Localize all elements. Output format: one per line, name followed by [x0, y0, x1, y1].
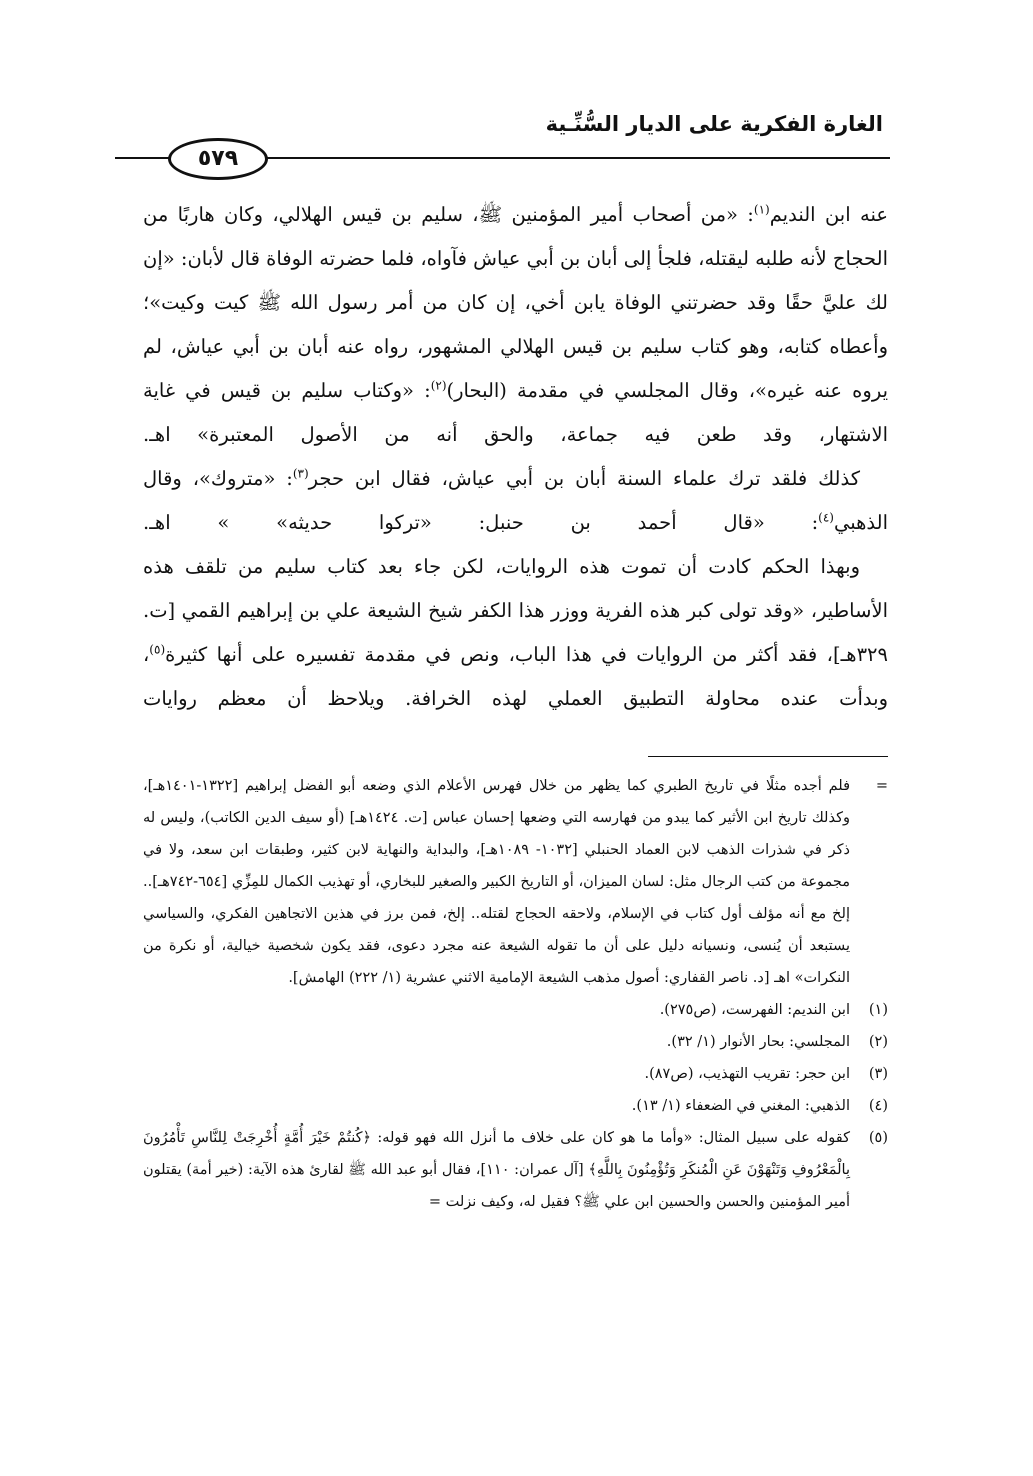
- footnote-separator: [648, 756, 888, 757]
- footnote-ref-5: (٥): [149, 642, 166, 657]
- footnotes: [143, 770, 888, 1218]
- footnote-marker: (٤): [868, 1098, 888, 1114]
- text-run: : «قال أحمد بن حنبل: «تركوا حديثه» » اهـ.: [143, 511, 819, 534]
- footnote-3: [143, 1058, 888, 1090]
- footnote-marker: (١): [868, 1002, 888, 1018]
- text-run: كذلك فلقد ترك علماء السنة أبان بن أبي عياش، فقال ابن حجر: [308, 467, 860, 490]
- continuation-marker: =: [875, 778, 888, 794]
- paragraph-3: [143, 545, 888, 721]
- text-run: عنه ابن النديم: [769, 203, 888, 226]
- footnote-ref-3: (٣): [292, 466, 309, 481]
- footnote-5: [143, 1122, 888, 1218]
- footnote-marker: (٢): [868, 1034, 888, 1050]
- footnote-1: [143, 994, 888, 1026]
- paragraph-2: [143, 457, 888, 545]
- main-text: [143, 193, 888, 721]
- footnote-text: الذهبي: المغني في الضعفاء (١/ ١٣).: [631, 1098, 850, 1114]
- footnote-text: ابن النديم: الفهرست، (ص٢٧٥).: [659, 1002, 850, 1018]
- footnote-text: ابن حجر: تقريب التهذيب، (ص٨٧).: [644, 1066, 850, 1082]
- running-title: الغارة الفكرية على الديار السُّنِّـية: [545, 112, 883, 136]
- end-continuation-marker: =: [428, 1194, 441, 1210]
- text-run: ، وبدأت عنده محاولة التطبيق العملي لهذه الخرافة. ويلاحظ أن معظم روايات: [143, 643, 888, 710]
- footnote-continuation: [143, 770, 888, 994]
- paragraph-1: [143, 193, 888, 457]
- footnote-marker: (٣): [868, 1066, 888, 1082]
- footnote-2: [143, 1026, 888, 1058]
- text-run: : «متروك»، وقال الذهبي: [143, 467, 888, 534]
- footnote-ref-4: (٤): [818, 510, 834, 525]
- footnote-text: [143, 1122, 850, 1218]
- page-number-badge: ٥٧٩: [168, 138, 268, 180]
- footnote-ref-1: (١): [753, 202, 770, 217]
- footnote-5-text: كقوله على سبيل المثال: «وأما ما هو كان على خلاف ما أنزل الله فهو قوله: ﴿كُنتُمْ خَيْرَ أُمَّةٍ أُخْرِجَتْ لِلنَّاسِ تَأْمُرُونَ بِالْمَعْرُوفِ وَتَنْهَوْنَ عَنِ الْمُنكَرِ وَتُؤْمِنُونَ بِاللَّهِ﴾ [آل عمران: ١١٠]، فقال أبو عبد الله ﷺ لقارئ هذه الآية: (خير أمة) يقتلون أمير المؤمنين والحسن والحسين ابن علي ﷺ؟ فقيل له، وكيف نزلت: [143, 1130, 850, 1210]
- footnote-text: المجلسي: بحار الأنوار (١/ ٣٢).: [666, 1034, 850, 1050]
- footnote-4: [143, 1090, 888, 1122]
- footnote-continuation-text: فلم أجده مثلًا في تاريخ الطبري كما يظهر من خلال فهرس الأعلام الذي وضعه أبو الفضل إبراهيم [١٣٢٢-١٤٠١هـ]، وكذلك تاريخ ابن الأثير كما يبدو من فهارسه التي وضعها إحسان عباس [ت. ١٤٢٤هـ] (أو سيف الدين الكاتب)، وليس له ذكر في شذرات الذهب لابن العماد الحنبلي [١٠٣٢- ١٠٨٩هـ]، والبداية والنهاية لابن كثير، وطبقات ابن سعد، ولا في مجموعة من كتب الرجال مثل: لسان الميزان، أو التاريخ الكبير والصغير للبخاري، أو تهذيب الكمال للمِزِّي [٦٥٤-٧٤٢هـ].. إلخ مع أنه مؤلف أول كتاب في الإسلام، ولاحقه الحجاج لقتله.. إلخ، فمن برز في هذين الاتجاهين الفكري، والسياسي يستبعد أن يُنسى، ونسيانه دليل على أن ما تقوله الشيعة عنه مجرد دعوى، فقد يكون شخصية خيالية، أو نكرة من النكرات» اهـ [د. ناصر القفاري: أصول مذهب الشيعة الإمامية الاثني عشرية (١/ ٢٢٢) الهامش].: [143, 778, 850, 986]
- text-run: وبهذا الحكم كادت أن تموت هذه الروايات، لكن جاء بعد كتاب سليم من تلقف هذه الأساطير، «وقد تولى كبر هذه الفرية ووزر هذا الكفر شيخ الشيعة علي بن إبراهيم القمي [ت. ٣٢٩هـ]، فقد أكثر من الروايات في هذا الباب، ونص في مقدمة تفسيره على أنها كثيرة: [143, 555, 888, 666]
- text-run: : «من أصحاب أمير المؤمنين ﷺ، سليم بن قيس الهلالي، وكان هاربًا من الحجاج لأنه طلبه ليقتله، فلجأ إلى أبان بن أبي عياش فآواه، فلما حضرته الوفاة قال لأبان: «إن لك عليَّ حقًا وقد حضرتني الوفاة يابن أخي، إن كان من أمر رسول الله ﷺ كيت وكيت»؛ وأعطاه كتابه، وهو كتاب سليم بن قيس الهلالي المشهور، رواه عنه أبان بن أبي عياش، لم يروه عنه غيره»، وقال المجلسي في مقدمة (البحار): [143, 203, 889, 402]
- text-run: : «وكتاب سليم بن قيس في غاية الاشتهار، وقد طعن فيه جماعة، والحق أنه من الأصول المعتبرة» اهـ.: [143, 379, 888, 446]
- footnote-marker: (٥): [868, 1130, 888, 1146]
- footnote-ref-2: (٢): [430, 378, 447, 393]
